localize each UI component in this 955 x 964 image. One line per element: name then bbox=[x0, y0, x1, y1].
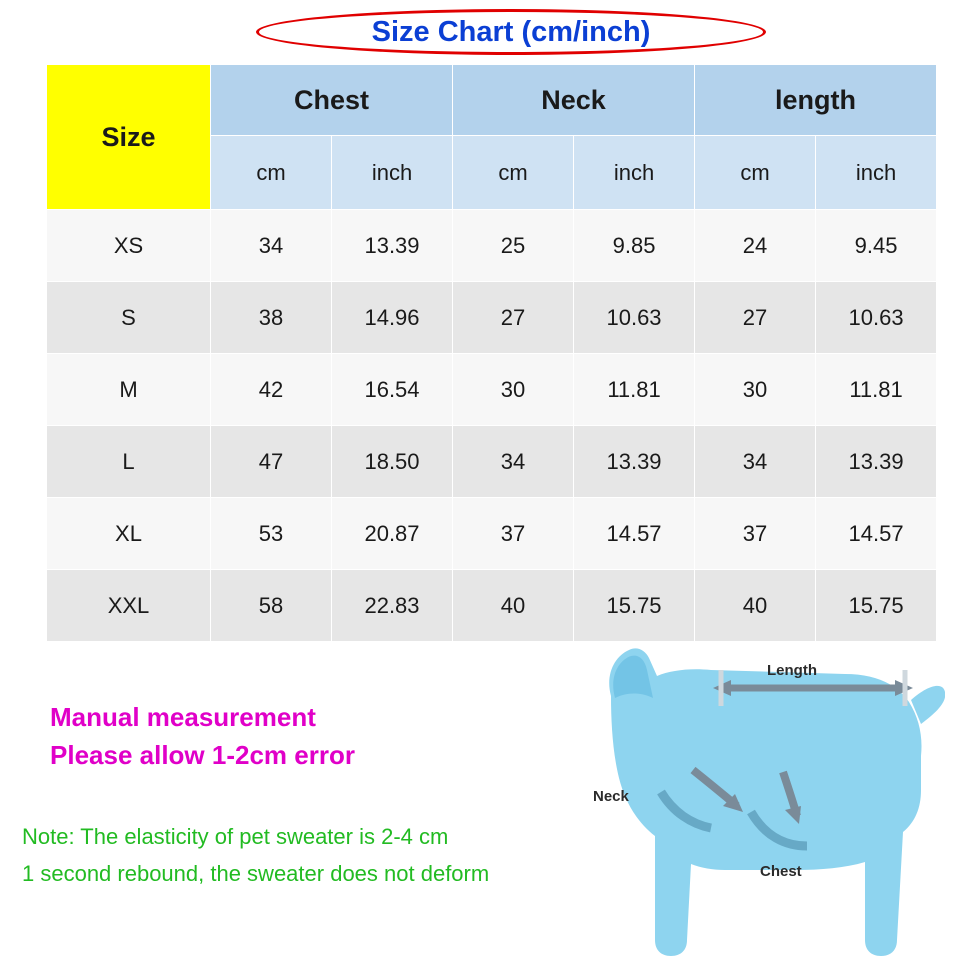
cell-neck-inch: 10.63 bbox=[574, 282, 695, 354]
cell-length-cm: 24 bbox=[695, 210, 816, 282]
table-row bbox=[47, 570, 937, 642]
table-row bbox=[47, 498, 937, 570]
cell-size: M bbox=[47, 354, 211, 426]
cell-size: XS bbox=[47, 210, 211, 282]
manual-measurement-note bbox=[50, 698, 570, 774]
cell-length-inch: 9.45 bbox=[816, 210, 937, 282]
manual-note-line2: Please allow 1-2cm error bbox=[50, 740, 355, 770]
cell-neck-inch: 9.85 bbox=[574, 210, 695, 282]
cell-chest-cm: 47 bbox=[211, 426, 332, 498]
cell-chest-cm: 53 bbox=[211, 498, 332, 570]
header-length-cm: cm bbox=[695, 136, 816, 210]
cell-length-inch: 15.75 bbox=[816, 570, 937, 642]
cell-size: S bbox=[47, 282, 211, 354]
header-neck-cm: cm bbox=[453, 136, 574, 210]
header-size: Size bbox=[47, 65, 211, 210]
cell-chest-inch: 22.83 bbox=[332, 570, 453, 642]
cell-neck-inch: 13.39 bbox=[574, 426, 695, 498]
cell-length-cm: 30 bbox=[695, 354, 816, 426]
cell-chest-inch: 20.87 bbox=[332, 498, 453, 570]
diagram-label-chest: Chest bbox=[760, 863, 802, 880]
cell-size: XXL bbox=[47, 570, 211, 642]
elastic-note-line1: Note: The elasticity of pet sweater is 2-4 cm bbox=[22, 824, 449, 849]
cell-neck-inch: 15.75 bbox=[574, 570, 695, 642]
cell-length-cm: 40 bbox=[695, 570, 816, 642]
size-chart-table bbox=[46, 64, 937, 642]
manual-note-line1: Manual measurement bbox=[50, 702, 316, 732]
cell-neck-inch: 14.57 bbox=[574, 498, 695, 570]
elastic-note-line2: 1 second rebound, the sweater does not deform bbox=[22, 861, 490, 886]
cell-neck-cm: 30 bbox=[453, 354, 574, 426]
table-row bbox=[47, 354, 937, 426]
cell-length-inch: 14.57 bbox=[816, 498, 937, 570]
cell-chest-cm: 34 bbox=[211, 210, 332, 282]
cell-size: L bbox=[47, 426, 211, 498]
cell-chest-cm: 42 bbox=[211, 354, 332, 426]
page-title: Size Chart (cm/inch) bbox=[371, 16, 651, 48]
cell-neck-cm: 25 bbox=[453, 210, 574, 282]
cell-length-inch: 13.39 bbox=[816, 426, 937, 498]
chart-title-area bbox=[0, 4, 955, 56]
header-chest-cm: cm bbox=[211, 136, 332, 210]
cell-chest-inch: 13.39 bbox=[332, 210, 453, 282]
cell-neck-cm: 40 bbox=[453, 570, 574, 642]
cell-neck-cm: 34 bbox=[453, 426, 574, 498]
cell-length-cm: 34 bbox=[695, 426, 816, 498]
diagram-label-neck: Neck bbox=[593, 788, 629, 805]
cell-length-inch: 10.63 bbox=[816, 282, 937, 354]
cell-chest-inch: 18.50 bbox=[332, 426, 453, 498]
cell-chest-inch: 16.54 bbox=[332, 354, 453, 426]
header-length: length bbox=[695, 65, 937, 136]
table-row bbox=[47, 210, 937, 282]
table-header bbox=[47, 65, 937, 210]
cell-neck-cm: 37 bbox=[453, 498, 574, 570]
header-neck: Neck bbox=[453, 65, 695, 136]
cell-length-cm: 27 bbox=[695, 282, 816, 354]
cell-size: XL bbox=[47, 498, 211, 570]
diagram-label-length: Length bbox=[767, 662, 817, 679]
header-length-inch: inch bbox=[816, 136, 937, 210]
cell-neck-inch: 11.81 bbox=[574, 354, 695, 426]
table-row bbox=[47, 426, 937, 498]
table-header-row-groups bbox=[47, 65, 937, 136]
cell-chest-cm: 38 bbox=[211, 282, 332, 354]
table-row bbox=[47, 282, 937, 354]
header-chest-inch: inch bbox=[332, 136, 453, 210]
cell-length-cm: 37 bbox=[695, 498, 816, 570]
table-body bbox=[47, 210, 937, 642]
cell-neck-cm: 27 bbox=[453, 282, 574, 354]
header-neck-inch: inch bbox=[574, 136, 695, 210]
cell-length-inch: 11.81 bbox=[816, 354, 937, 426]
cell-chest-cm: 58 bbox=[211, 570, 332, 642]
cell-chest-inch: 14.96 bbox=[332, 282, 453, 354]
header-chest: Chest bbox=[211, 65, 453, 136]
dog-measurement-diagram bbox=[545, 640, 945, 960]
